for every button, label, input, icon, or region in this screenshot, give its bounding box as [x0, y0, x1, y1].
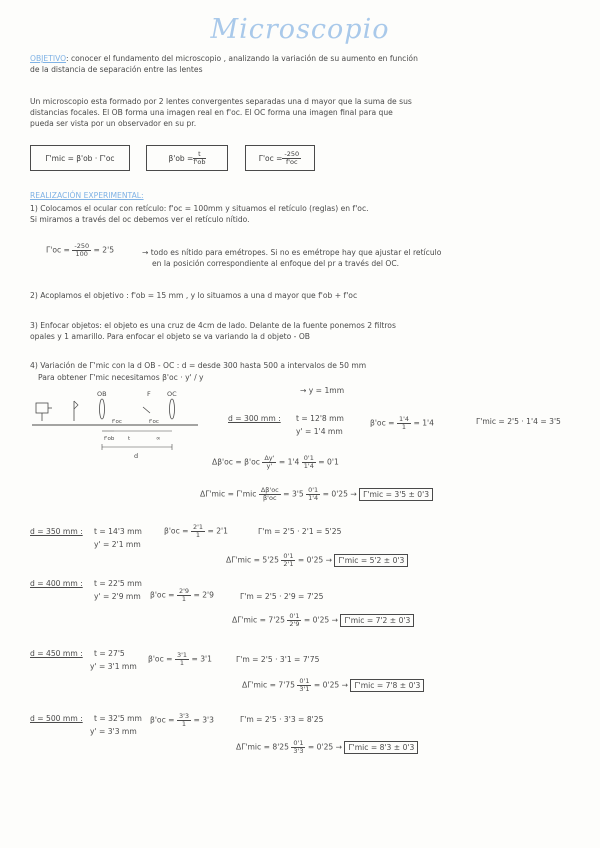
d400-beta-right: = 2'9	[193, 590, 214, 600]
d350-result: Γ'mic = 5'2 ± 0'3	[334, 554, 408, 567]
oc-label: OC	[167, 390, 177, 398]
intro-line2: distancias focales. El OB forma una imagen real en f'oc. El OC forma una imagen final para que	[30, 108, 393, 117]
d350-beta	[164, 524, 228, 539]
d500-beta	[150, 713, 214, 728]
d500-gamma: Γ'm = 2'5 · 3'3 = 8'25	[240, 715, 324, 724]
d400-delta-right: = 0'25 →	[303, 615, 339, 625]
d350-beta-frac	[191, 524, 205, 539]
d350-gamma: Γ'm = 2'5 · 2'1 = 5'25	[258, 527, 342, 536]
svg-text:∞: ∞	[156, 436, 161, 442]
eq1	[46, 243, 114, 258]
d300-delta-beta-left: Δβ'oc = β'oc	[212, 457, 263, 467]
d400-gamma: Γ'm = 2'5 · 2'9 = 7'25	[240, 592, 324, 601]
eq1-note-line1: → todo es nítido para emétropes. Si no es emétrope hay que ajustar el retículo	[142, 248, 442, 257]
step4-line1: 4) Variación de Γ'mic con la d OB - OC : d = desde 300 hasta 500 a intervalos de 50 mm	[30, 361, 367, 370]
d450-delta-frac	[297, 678, 311, 693]
d300-delta-beta-frac1	[262, 455, 276, 470]
d450-gamma: Γ'm = 2'5 · 3'1 = 7'75	[236, 655, 320, 664]
d500-y: y' = 3'3 mm	[90, 727, 137, 736]
d500-heading: d = 500 mm :	[30, 714, 83, 723]
d-label: d	[134, 452, 139, 460]
frac-den: 3'1	[299, 685, 310, 693]
formula-gamma-oc-left: Γ'oc =	[258, 153, 283, 163]
d400-heading: d = 400 mm :	[30, 579, 83, 588]
d450-delta	[242, 678, 424, 693]
formula-gamma-oc-frac	[282, 151, 301, 166]
formula-box-gamma-mic	[30, 145, 130, 171]
frac-den: f'oc	[285, 157, 298, 166]
d300-delta-beta-mid: = 1'4	[278, 457, 300, 467]
d300-delta-beta	[212, 455, 339, 470]
optical-bench-diagram	[30, 385, 200, 463]
d300-beta-frac	[397, 416, 411, 431]
ob-lens-icon	[100, 399, 105, 419]
d300-delta-gamma	[200, 487, 433, 502]
d500-t: t = 32'5 mm	[94, 714, 142, 723]
frac-num: Δβ'oc	[260, 486, 279, 494]
d300-delta-beta-right: = 0'1	[318, 457, 339, 467]
frac-num: 0'1	[308, 486, 319, 494]
objetivo-text: : conocer el fundamento del microscopio , analizando la variación de su aumento en función	[66, 54, 418, 63]
t-label: t	[128, 436, 131, 442]
frac-num: 2'1	[192, 523, 204, 531]
d450-t: t = 27'5	[94, 649, 125, 658]
d300-delta-gamma-mid: = 3'5	[283, 489, 304, 499]
eq1-frac	[72, 243, 91, 258]
d300-result: Γ'mic = 3'5 ± 0'3	[359, 488, 433, 501]
eq1-left: Γ'oc =	[46, 245, 73, 255]
d400-delta-left: ΔΓ'mic = 7'25	[232, 615, 285, 625]
step3-line1: 3) Enfocar objetos: el objeto es una cruz de 4cm de lado. Delante de la fuente ponemos 2 filtros	[30, 321, 396, 330]
d500-delta-left: ΔΓ'mic = 8'25	[236, 742, 289, 752]
step2: 2) Acoplamos el objetivo : f'ob = 15 mm , y lo situamos a una d mayor que f'ob + f'oc	[30, 291, 358, 300]
d500-beta-left: β'oc =	[150, 715, 177, 725]
d400-t: t = 22'5 mm	[94, 579, 142, 588]
d300-beta-right: = 1'4	[413, 418, 434, 428]
frac-den: β'oc	[263, 494, 277, 502]
frac-den: 100	[75, 250, 88, 258]
frac-num: 2'9	[178, 587, 190, 595]
formula-beta-ob-left: β'ob =	[168, 153, 194, 163]
d400-beta-left: β'oc =	[150, 590, 177, 600]
d500-beta-frac	[177, 713, 191, 728]
d450-delta-right: = 0'25 →	[313, 680, 349, 690]
step3-line2: opales y 1 amarillo. Para enfocar el objeto se va variando la d objeto - OB	[30, 332, 311, 341]
objetivo-line2: de la distancia de separación entre las lentes	[30, 65, 203, 74]
lamp-icon	[36, 403, 48, 413]
f-label: F	[147, 390, 151, 398]
y-note: → y = 1mm	[300, 386, 345, 395]
frac-den: 3'3	[293, 747, 304, 755]
objetivo-label: OBJETIVO	[30, 54, 67, 63]
d350-delta-frac	[281, 553, 295, 568]
d300-delta-gamma-right: = 0'25 →	[322, 489, 357, 499]
foc-label-2: f'oc	[149, 419, 159, 425]
d450-delta-left: ΔΓ'mic = 7'75	[242, 680, 295, 690]
d450-result: Γ'mic = 7'8 ± 0'3	[350, 679, 424, 692]
d500-delta	[236, 740, 418, 755]
d450-y: y' = 3'1 mm	[90, 662, 137, 671]
formula-box-gamma-oc	[245, 145, 315, 171]
frac-num: Δy'	[264, 454, 275, 462]
d300-t: t = 12'8 mm	[296, 414, 344, 423]
d300-heading: d = 300 mm :	[228, 414, 281, 423]
frac-den: 1	[181, 720, 187, 728]
frac-den: 2'1	[283, 560, 294, 568]
formula-beta-ob-frac	[193, 151, 205, 166]
fob-label: f'ob	[104, 436, 115, 442]
d300-delta-gamma-frac2	[306, 487, 320, 502]
d500-beta-right: = 3'3	[193, 715, 214, 725]
frac-den: 1	[181, 595, 187, 603]
frac-num: 0'1	[283, 552, 294, 560]
formula-gamma-mic: Γ'mic = β'ob · Γ'oc	[45, 153, 115, 163]
d350-beta-left: β'oc =	[164, 526, 191, 536]
step4-line2: Para obtener Γ'mic necesitamos β'oc · y' / y	[38, 373, 204, 382]
d300-beta	[370, 416, 434, 431]
frac-den: 2'9	[289, 620, 300, 628]
frac-den: 1'4	[308, 494, 319, 502]
frac-num: 3'1	[176, 651, 188, 659]
d300-beta-left: β'oc =	[370, 418, 397, 428]
eq1-right: = 2'5	[93, 245, 115, 255]
d300-delta-gamma-left: ΔΓ'mic = Γ'mic	[200, 489, 259, 499]
frac-den: f'ob	[193, 157, 206, 166]
oc-lens-icon	[170, 399, 175, 419]
frac-den: 1'4	[303, 462, 314, 470]
page-title: Microscopio	[210, 14, 390, 45]
frac-den: 1	[195, 531, 201, 539]
d350-delta-right: = 0'25 →	[297, 555, 333, 565]
d450-beta-frac	[175, 652, 189, 667]
foc-label: f'oc	[112, 419, 122, 425]
frac-num: t	[193, 151, 205, 159]
d300-delta-gamma-frac1	[259, 487, 281, 502]
frac-num: 1'4	[398, 415, 410, 423]
objetivo-line1	[30, 53, 418, 64]
frac-den: 1	[401, 423, 407, 431]
frac-den: 1	[179, 659, 185, 667]
d450-beta-left: β'oc =	[148, 654, 175, 664]
d500-result: Γ'mic = 8'3 ± 0'3	[344, 741, 418, 754]
intro-line1: Un microscopio esta formado por 2 lentes convergentes separadas una d mayor que la suma de sus	[30, 97, 412, 106]
frac-den: y'	[266, 462, 273, 470]
frac-num: 0'1	[293, 739, 304, 747]
frac-num: -250	[284, 149, 300, 158]
d450-beta-right: = 3'1	[191, 654, 212, 664]
frac-num: 0'1	[303, 454, 314, 462]
d450-heading: d = 450 mm :	[30, 649, 83, 658]
step1-line2: Si miramos a través del oc debemos ver el retículo nítido.	[30, 215, 250, 224]
frac-num: 3'3	[178, 712, 190, 720]
d350-beta-right: = 2'1	[207, 526, 228, 536]
eq1-note-line2: en la posición correspondiente al enfoque del pr a través del OC.	[152, 259, 400, 268]
frac-num: -250	[74, 242, 90, 250]
d350-t: t = 14'3 mm	[94, 527, 142, 536]
d300-y: y' = 1'4 mm	[296, 427, 343, 436]
d300-delta-beta-frac2	[302, 455, 316, 470]
d500-delta-right: = 0'25 →	[307, 742, 343, 752]
realizacion-heading: REALIZACIÓN EXPERIMENTAL:	[30, 191, 144, 200]
intro-line3: pueda ser vista por un observador en su pr.	[30, 119, 197, 128]
d350-delta-left: ΔΓ'mic = 5'25	[226, 555, 279, 565]
d400-delta-frac	[287, 613, 301, 628]
d500-delta-frac	[291, 740, 305, 755]
d350-heading: d = 350 mm :	[30, 527, 83, 536]
d400-result: Γ'mic = 7'2 ± 0'3	[340, 614, 414, 627]
d450-beta	[148, 652, 212, 667]
frac-num: 0'1	[289, 612, 300, 620]
d350-delta	[226, 553, 408, 568]
d400-y: y' = 2'9 mm	[94, 592, 141, 601]
d400-beta-frac	[177, 588, 191, 603]
d350-y: y' = 2'1 mm	[94, 540, 141, 549]
d400-beta	[150, 588, 214, 603]
step1-line1: 1) Colocamos el ocular con retículo: f'oc = 100mm y situamos el retículo (reglas) en f'oc.	[30, 204, 369, 213]
formula-box-beta-ob	[146, 145, 228, 171]
d400-delta	[232, 613, 414, 628]
d300-gamma: Γ'mic = 2'5 · 1'4 = 3'5	[476, 417, 561, 426]
frac-num: 0'1	[299, 677, 310, 685]
ob-label: OB	[97, 390, 107, 398]
